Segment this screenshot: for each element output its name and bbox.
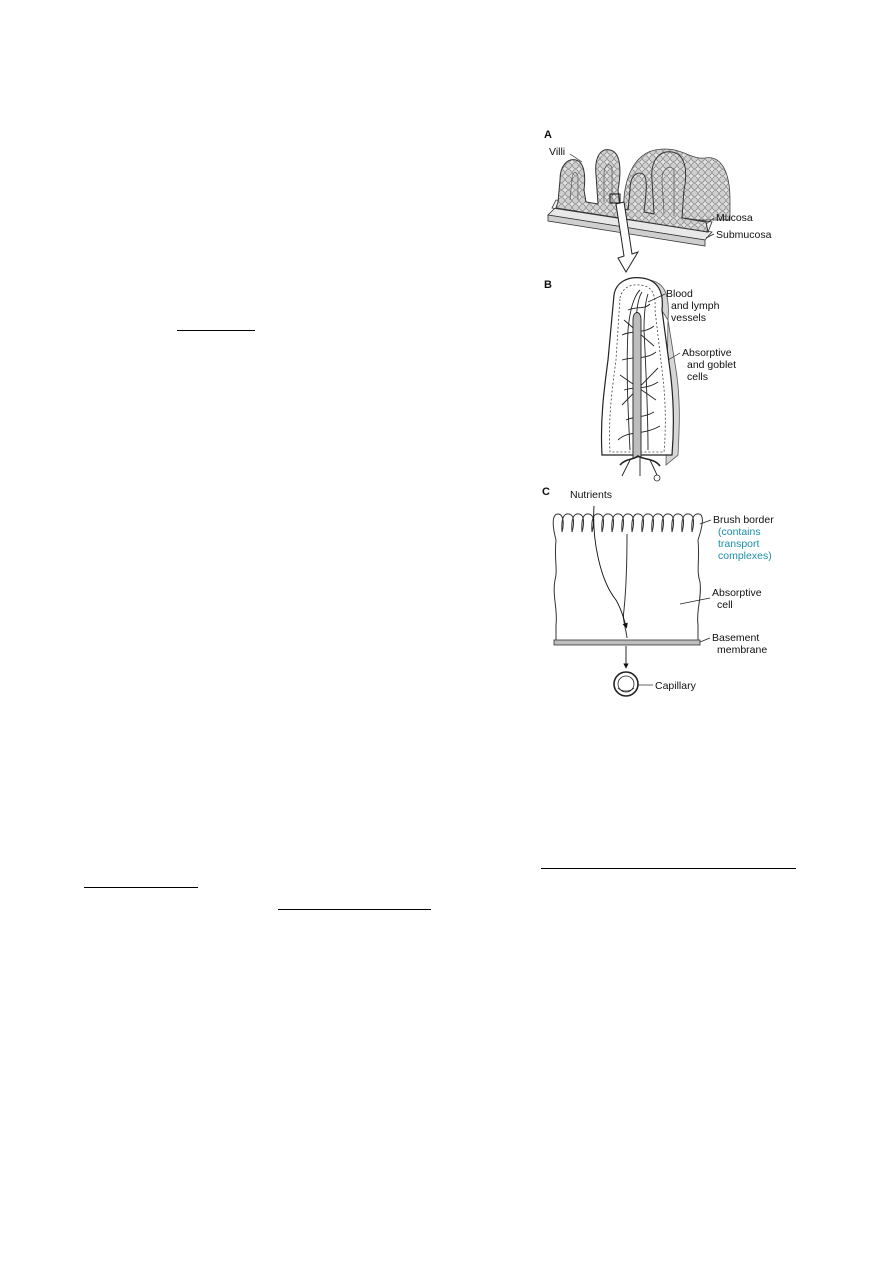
label-vessels-2: and lymph xyxy=(671,300,720,312)
label-absorptive-cell-1: Absorptive xyxy=(712,587,762,599)
capillary-vessel xyxy=(614,672,638,696)
basement-membrane xyxy=(554,640,700,645)
label-capillary: Capillary xyxy=(655,680,696,692)
text-underline-2 xyxy=(541,868,796,869)
label-brush-note-2: transport xyxy=(718,538,760,550)
label-villi: Villi xyxy=(549,146,566,158)
label-cells-1: Absorptive xyxy=(682,347,732,359)
label-submucosa: Submucosa xyxy=(716,229,772,241)
label-basement-1: Basement xyxy=(712,632,760,644)
panel-c-letter: C xyxy=(542,486,550,498)
label-vessels-3: vessels xyxy=(671,312,707,324)
text-underline-4 xyxy=(278,909,431,910)
label-brush-border: Brush border xyxy=(713,514,774,526)
panel-b xyxy=(544,278,736,481)
label-mucosa: Mucosa xyxy=(716,212,753,224)
label-cells-3: cells xyxy=(687,371,709,383)
panel-c xyxy=(542,486,774,696)
central-lacteal xyxy=(633,313,641,459)
label-brush-note-1: (contains xyxy=(718,526,761,538)
absorptive-cells xyxy=(554,534,700,640)
text-underline-1 xyxy=(177,330,255,331)
label-vessels-1: Blood xyxy=(666,288,693,300)
intestinal-villi-figure xyxy=(530,120,820,710)
nutrient-path xyxy=(594,506,626,626)
label-brush-note-3: complexes) xyxy=(718,550,772,562)
panel-a-letter: A xyxy=(544,129,552,141)
label-basement-2: membrane xyxy=(717,644,768,656)
panel-a xyxy=(544,129,772,272)
panel-b-letter: B xyxy=(544,279,552,291)
text-underline-3 xyxy=(84,887,198,888)
brush-border xyxy=(553,514,702,540)
label-nutrients: Nutrients xyxy=(570,489,613,501)
label-absorptive-cell-2: cell xyxy=(717,599,733,611)
label-cells-2: and goblet xyxy=(687,359,737,371)
